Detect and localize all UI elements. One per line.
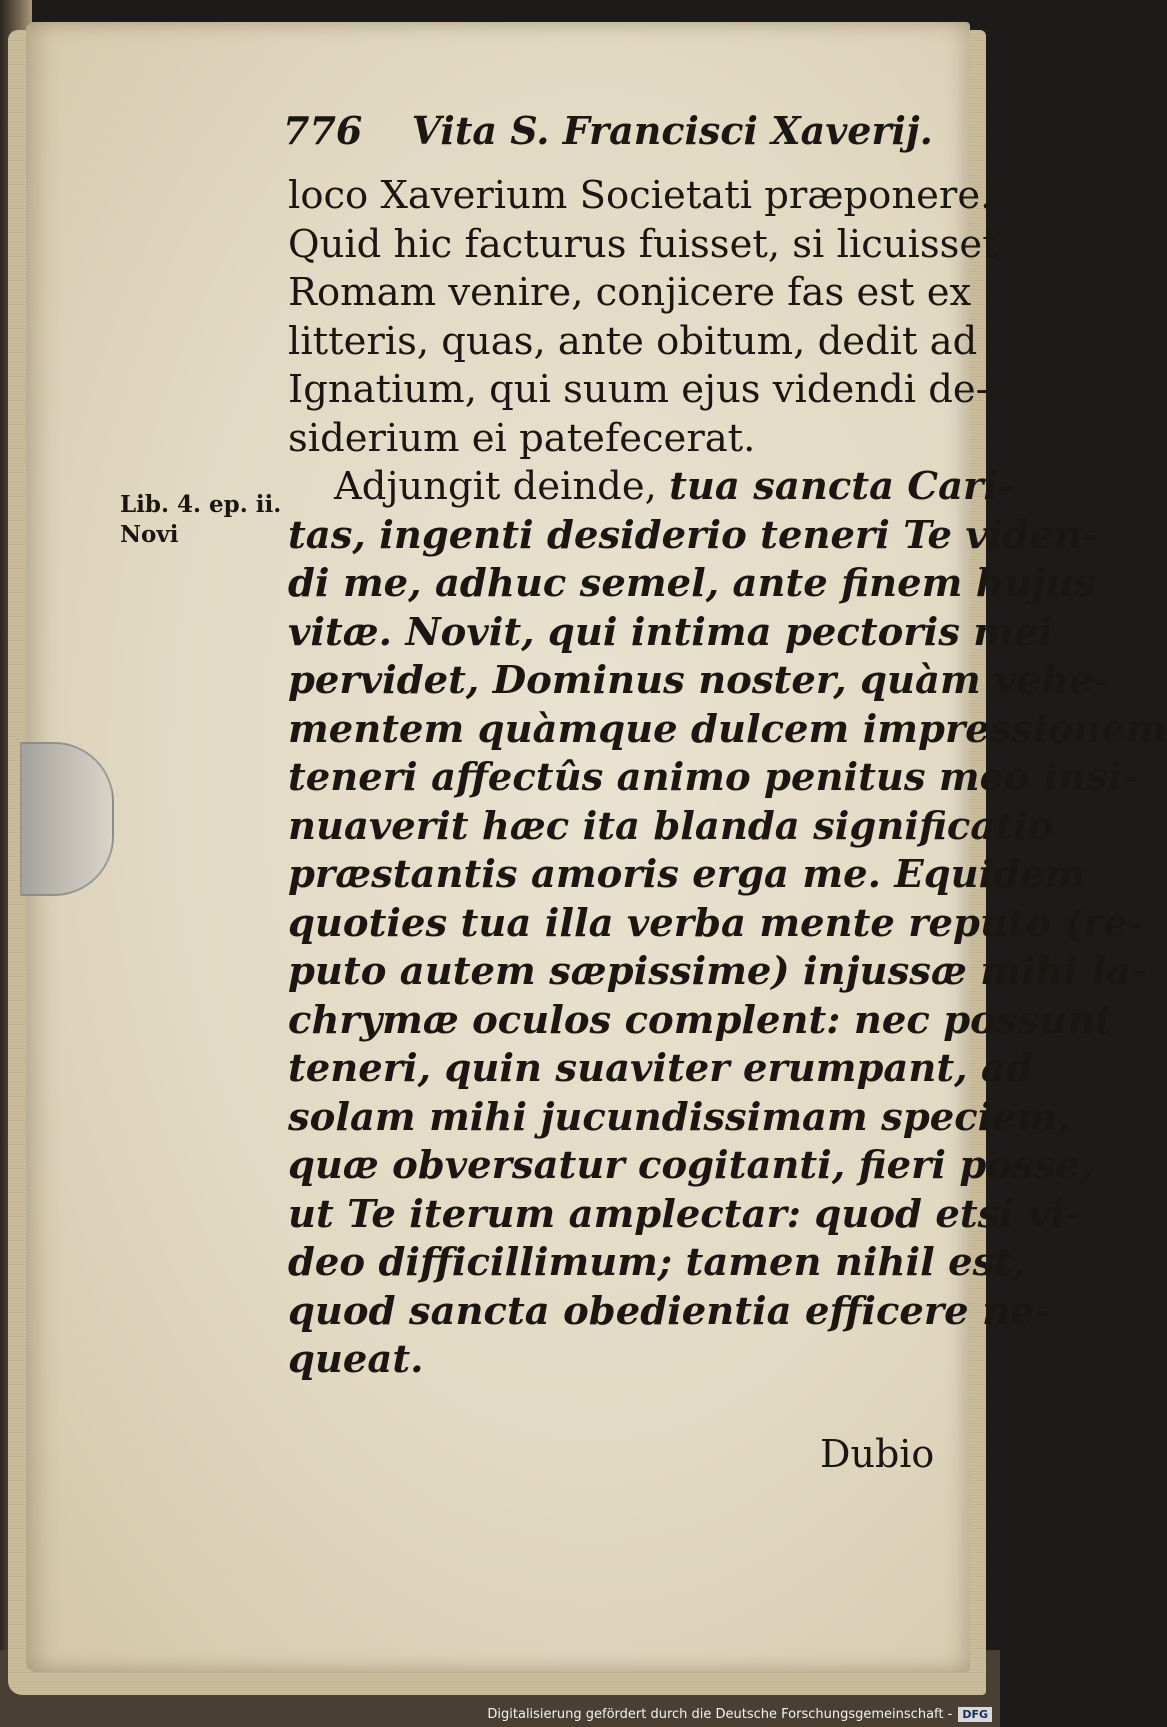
text-line: quæ obversatur cogitanti, fieri posse, xyxy=(288,1143,1094,1188)
text-line-roman-part: Adjungit deinde, xyxy=(334,464,657,509)
text-line: Ignatium, qui suum ejus videndi de- xyxy=(288,367,989,412)
digitization-footer xyxy=(487,1703,992,1725)
text-line: litteris, quas, ante obitum, dedit ad xyxy=(288,318,978,364)
margin-note xyxy=(120,490,300,550)
text-line: quoties tua illa verba mente reputo (re- xyxy=(288,900,1144,946)
dfg-logo: DFG xyxy=(958,1707,992,1722)
text-line: puto autem sæpissime) injussæ mihi la- xyxy=(288,949,1148,994)
text-line: di me, adhuc semel, ante finem hujus xyxy=(288,561,1096,606)
text-line: mentem quàmque dulcem impressionem xyxy=(288,706,1167,752)
text-line: loco Xaverium Societati præponere. xyxy=(288,173,993,218)
text-line: Quid hic facturus fuisset, si licuisset xyxy=(288,221,998,267)
catchword: Dubio xyxy=(820,1432,935,1476)
text-line: ut Te iterum amplectar: quod etsi vi- xyxy=(288,1191,1081,1237)
running-title: Vita S. Francisci Xaverij. xyxy=(411,108,933,153)
body-text xyxy=(288,172,1167,1385)
margin-note-line: Novi xyxy=(120,521,179,548)
text-line: nuaverit hæc ita blanda significatio xyxy=(288,803,1054,849)
text-line: tas, ingenti desiderio teneri Te viden- xyxy=(288,512,1098,558)
footer-credit: Digitalisierung gefördert durch die Deutsche Forschungsgemeinschaft - xyxy=(487,1706,953,1722)
text-line: solam mihi jucundissimam speciem, xyxy=(288,1094,1071,1140)
text-line: quod sancta obedientia efficere ne- xyxy=(288,1288,1051,1334)
margin-note-line: Lib. 4. ep. ii. xyxy=(120,491,282,518)
text-line: teneri affectûs animo penitus meo insi- xyxy=(288,755,1139,800)
text-line: queat. xyxy=(288,1337,424,1382)
text-line: deo difficillimum; tamen nihil est, xyxy=(288,1240,1026,1285)
text-line: vitæ. Novit, qui intima pectoris mei xyxy=(288,609,1054,655)
text-line: teneri, quin suaviter erumpant, ad xyxy=(288,1046,1033,1091)
text-line: siderium ei patefecerat. xyxy=(288,415,756,461)
text-line-italic-part: tua sancta Cari- xyxy=(669,464,1014,509)
running-header xyxy=(283,108,943,158)
text-line: Romam venire, conjicere fas est ex xyxy=(288,270,972,315)
text-line: pervidet, Dominus noster, quàm vehe- xyxy=(288,658,1110,703)
text-line: præstantis amoris erga me. Equidem xyxy=(288,852,1086,897)
text-line: chrymæ oculos complent: nec possunt xyxy=(288,997,1113,1043)
page-number: 776 xyxy=(283,108,363,153)
text-line-mixed xyxy=(288,463,1014,512)
page-clip xyxy=(20,742,114,896)
